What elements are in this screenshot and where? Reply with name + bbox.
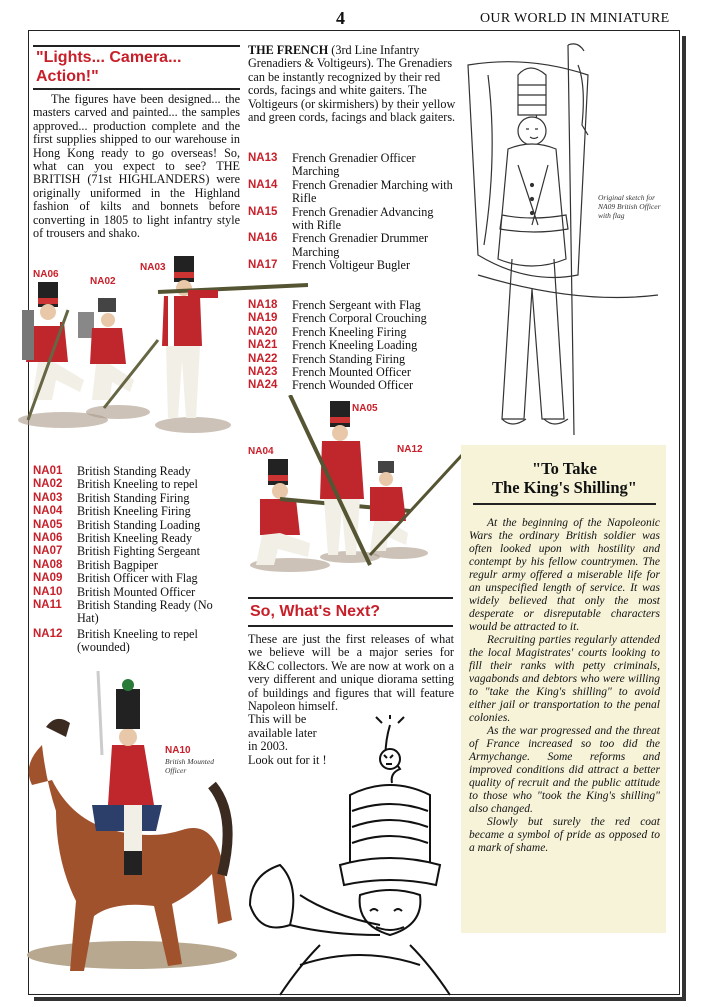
list-item (33, 532, 236, 545)
item-code: NA02 (33, 478, 63, 491)
rule-top (33, 45, 240, 47)
label-na10: NA10 (165, 745, 191, 756)
item-code: NA19 (248, 312, 278, 325)
list-item (248, 312, 454, 325)
bugler-sketch (240, 712, 465, 1000)
list-item (33, 628, 236, 655)
label-na03: NA03 (140, 262, 166, 273)
list-item (248, 179, 454, 206)
whats-next-line3: in 2003. (248, 739, 288, 754)
item-code: NA23 (248, 366, 278, 379)
rule-under-title (33, 88, 240, 90)
sketch-caption: Original sketch for NA09 British Officer with flag (598, 193, 661, 220)
item-name: British Standing Ready (No Hat) (77, 598, 213, 626)
list-item (248, 353, 454, 366)
item-name: British Kneeling to repel (77, 477, 198, 492)
list-item (248, 326, 454, 339)
french-list-1 (248, 152, 454, 273)
item-name: British Fighting Sergeant (77, 544, 201, 559)
french-intro (248, 44, 456, 124)
list-item (248, 206, 454, 233)
whats-next-text: These are just the first releases of what we believe will be a major series for K&C collectors. We are now at work on a very different and unique diorama setting of buildings and figures that will feature Napoleon himself. (248, 632, 454, 714)
list-item (248, 366, 454, 379)
list-item (33, 465, 236, 478)
list-item (248, 339, 454, 352)
french-intro-text (248, 44, 456, 124)
item-name: British Standing Loading (77, 517, 201, 532)
item-name: British Bagpiper (77, 557, 158, 572)
list-item (33, 519, 236, 532)
sidebar-paragraph-3: As the war progressed and the threat of France increased so too did the Armychange. Some reforms and improved conditions did attract a better quality of recruit and the public attitude to those who "took the King's shilling" also changed. (469, 724, 660, 815)
sidebar-paragraph-4: Slowly but surely the red coat became a symbol of pride as opposed to a mark of shame. (469, 815, 660, 854)
item-name: British Kneeling Ready (77, 531, 193, 546)
sidebar-inner (461, 445, 666, 855)
rule-next-top (248, 597, 453, 599)
item-name: French Mounted Officer (292, 365, 411, 380)
item-name: British Standing Ready (77, 464, 191, 478)
item-code: NA21 (248, 339, 278, 352)
item-code: NA11 (33, 599, 62, 612)
item-code: NA10 (33, 585, 63, 598)
french-intro-paren: (3rd Line Infantry Grenadiers & Voltigeurs). (248, 43, 420, 71)
item-name: French Kneeling Loading (292, 338, 418, 353)
item-name: French Grenadier Drummer Marching (292, 231, 429, 259)
label-na05: NA05 (352, 403, 378, 414)
sidebar-title-line1: "To Take (532, 459, 597, 478)
french-intro-title: THE FRENCH (248, 43, 329, 57)
officer-sketch (458, 35, 668, 445)
item-name: French Wounded Officer (292, 378, 414, 393)
item-code: NA05 (33, 518, 63, 531)
item-name: British Officer with Flag (77, 571, 198, 586)
item-name: French Standing Firing (292, 351, 406, 366)
label-na12: NA12 (397, 444, 423, 455)
lights-section (36, 48, 236, 86)
list-item (248, 259, 454, 272)
rule-next-bottom (248, 625, 453, 627)
lights-title: "Lights... Camera... Action!" (36, 49, 182, 85)
french-intro-body: The Grenadiers can be instantly recognized by their red cords, facings and white gaiters. The Voltigeurs (or skirmishers) by their yellow and green cords, facings and black gaiters. (248, 56, 456, 125)
list-item (33, 599, 236, 626)
british-figures-photo-2 (240, 395, 462, 580)
list-item (248, 232, 454, 259)
item-code: NA22 (248, 352, 278, 365)
item-code: NA16 (248, 232, 278, 245)
item-name: French Grenadier Officer Marching (292, 151, 416, 179)
item-code: NA09 (33, 572, 63, 585)
item-code: NA17 (248, 259, 278, 272)
list-item (33, 478, 236, 491)
kings-shilling-sidebar (461, 445, 666, 933)
item-code: NA04 (33, 505, 63, 518)
list-item (33, 586, 236, 599)
item-code: NA03 (33, 491, 63, 504)
item-code: NA18 (248, 299, 278, 311)
item-code: NA15 (248, 205, 278, 218)
item-code: NA24 (248, 379, 278, 392)
lights-body: The figures have been designed... the masters carved and painted... the samples approved... production complete and the first supplies shipped to our warehouse in Hong Kong ready to go overseas! So, what can you expect to see? THE BRITISH (71st HIGHLANDERS) were originally uniformed in the Highland fashion of kilts and bonnets before converting in 1805 to light infantry style of trousers and shako. (33, 92, 240, 241)
item-name: British Mounted Officer (77, 584, 196, 599)
item-name: British Standing Firing (77, 490, 190, 505)
item-code: NA20 (248, 325, 278, 338)
item-name: British Kneeling to repel (wounded) (77, 626, 198, 655)
mounted-officer-photo (12, 665, 242, 975)
sidebar-rule (473, 503, 656, 505)
french-list-2 (248, 299, 454, 393)
item-code: NA12 (33, 627, 63, 640)
list-item (248, 379, 454, 392)
sidebar-title-line2: The King's Shilling" (492, 478, 637, 497)
next-title-wrap (250, 602, 380, 621)
item-code: NA07 (33, 545, 63, 558)
item-name: British Kneeling Firing (77, 504, 191, 519)
label-na04: NA04 (248, 446, 274, 457)
list-item (33, 492, 236, 505)
whats-next-line2: available later (248, 725, 317, 740)
item-code: NA06 (33, 532, 63, 545)
sidebar-paragraph-2: Recruiting parties regularly attended the local Magistrates' courts looking to fill their ranks with petty criminals, vagabonds and debtors who were willing to "take the King's shilling" to avoid either jail or transportation to the penal colonies. (469, 633, 660, 724)
list-item (248, 152, 454, 179)
whats-next-title: So, What's Next? (250, 603, 381, 620)
running-title: OUR WORLD IN MINIATURE (480, 11, 670, 26)
item-name: French Kneeling Firing (292, 324, 407, 339)
list-item (33, 559, 236, 572)
whats-next-line1: This will be (248, 712, 307, 727)
british-list (33, 465, 236, 655)
page-number: 4 (336, 8, 345, 28)
label-na06: NA06 (33, 269, 59, 280)
item-name: French Voltigeur Bugler (292, 258, 411, 273)
item-name: French Grenadier Marching with Rifle (292, 177, 453, 206)
item-name: French Corporal Crouching (292, 311, 427, 326)
item-code: NA08 (33, 558, 63, 571)
list-item (33, 505, 236, 518)
list-item (33, 545, 236, 558)
item-code: NA14 (248, 178, 278, 191)
list-item (248, 299, 454, 312)
item-code: NA01 (33, 465, 63, 477)
list-item (33, 572, 236, 585)
label-na02: NA02 (90, 276, 116, 287)
item-name: French Sergeant with Flag (292, 298, 421, 312)
sidebar-paragraph-1: At the beginning of the Napoleonic Wars the ordinary British soldier was often looked upon with hostility and contempt by his fellow countrymen. The regulr army offered a miserable life for an unspecified length of service. It was widely believed that only the most desperate or disreputable characters would be attracted to it. (469, 516, 660, 633)
whats-next-line4: Look out for it ! (248, 752, 327, 767)
item-name: French Grenadier Advancing with Rifle (292, 204, 434, 233)
item-code: NA13 (248, 152, 278, 164)
na10-caption: British Mounted Officer (165, 757, 214, 775)
lights-body-wrap (33, 93, 240, 240)
